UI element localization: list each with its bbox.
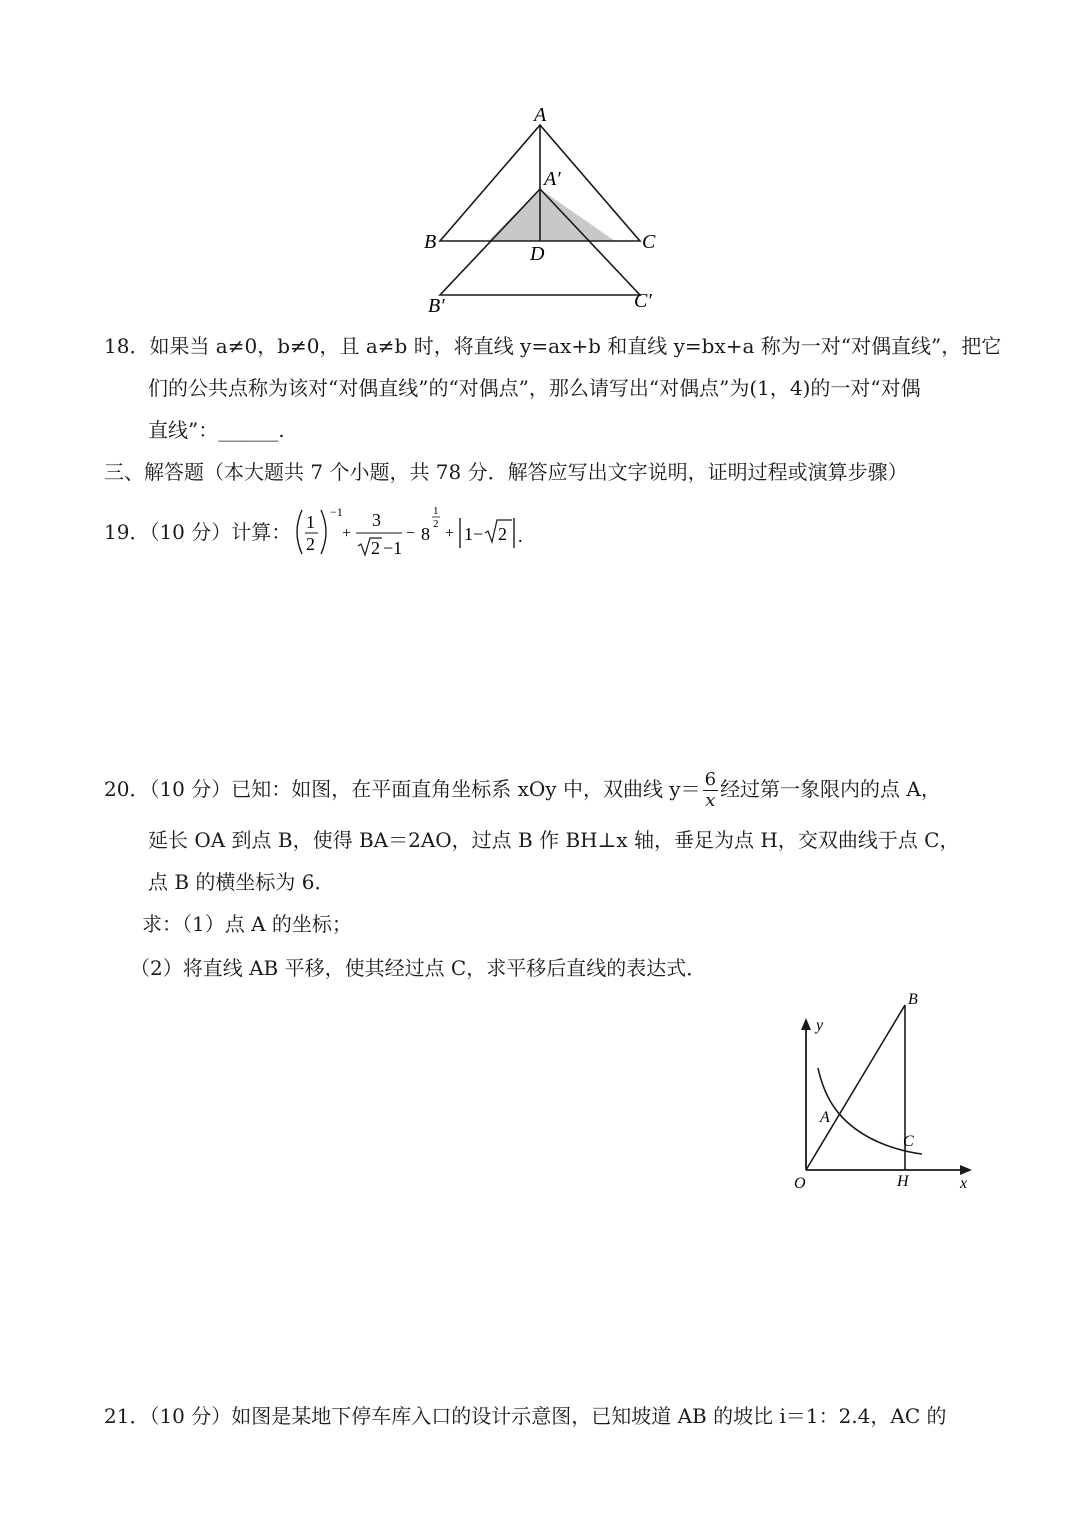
q18-text-2: 们的公共点称为该对“对偶直线”的“对偶点”，那么请写出“对偶点”为(1，4)的一对“对偶 [148, 376, 921, 400]
q19-exponent: −1 [330, 505, 343, 519]
q20-part2-text: （2）将直线 AB 平移，使其经过点 C，求平移后直线的表达式． [130, 956, 707, 980]
x-axis-arrow-icon [960, 1165, 972, 1175]
triangle-figure [400, 100, 700, 325]
q18-text-1: 如果当 a≠0，b≠0，且 a≠b 时，将直线 y=ax+b 和直线 y=bx+a 称为一对“对偶直线”，把它 [149, 334, 1002, 358]
label-c-prime: C′ [634, 290, 652, 312]
label-x: x [960, 1175, 968, 1192]
q19-plus-1: + [342, 525, 352, 542]
q19-abs-one: 1− [464, 524, 484, 544]
q19-period: . [518, 526, 523, 546]
q18-line2 [148, 374, 921, 402]
q19-base-8: 8 [421, 524, 430, 544]
q19-prefix: （10 分）计算： [149, 520, 292, 544]
label-a-prime: A′ [544, 168, 561, 190]
q19-sqrt-den: 2 [371, 538, 380, 558]
shaded-overlap [488, 189, 615, 241]
q20-text-1b: 经过第一象限内的点 A， [720, 777, 941, 801]
q20-part1 [142, 910, 352, 938]
label-b-prime: B′ [428, 295, 445, 317]
label-b: B [908, 991, 918, 1008]
label-a: A [820, 1109, 830, 1126]
label-a: A [534, 104, 547, 126]
q20-frac-den: x [705, 790, 716, 811]
q19-number: 19． [104, 520, 150, 544]
q19-minus-den: −1 [383, 538, 403, 558]
q20-frac-num: 6 [704, 769, 717, 790]
section-3-heading [104, 458, 908, 486]
label-c: C [642, 231, 656, 253]
q18-line1 [104, 332, 1001, 360]
coordinate-figure [780, 990, 990, 1195]
q19-abs-sqrt: 2 [498, 524, 507, 544]
q20-text-3: 点 B 的横坐标为 6． [148, 870, 335, 894]
q19-line [104, 518, 291, 546]
label-h: H [897, 1173, 909, 1190]
q19-exp-num: 1 [433, 505, 439, 517]
q20-line1 [104, 770, 941, 811]
q19-minus-1: − [406, 525, 416, 542]
q19-frac-num: 1 [306, 512, 315, 532]
q18-line3 [148, 416, 285, 444]
q19-plus-2: + [445, 525, 455, 542]
q20-part1-text: 求：（1）点 A 的坐标； [142, 912, 352, 936]
label-c: C [903, 1133, 914, 1150]
q19-three: 3 [372, 510, 381, 530]
q19-exp-den: 2 [433, 518, 439, 530]
q20-line2 [148, 826, 959, 854]
paren-left [297, 510, 302, 554]
q20-line3 [148, 868, 335, 896]
q20-part2 [130, 954, 706, 982]
section-3-title: 三、解答题（本大题共 7 个小题，共 78 分．解答应写出文字说明，证明过程或演算步骤） [104, 460, 908, 484]
q18-text-3: 直线”： [148, 418, 219, 442]
q21-number: 21． [104, 1404, 150, 1428]
paren-right [321, 510, 326, 554]
q19-expression [290, 502, 540, 564]
q21-text-1: （10 分）如图是某地下停车库入口的设计示意图，已知坡道 AB 的坡比 i＝1：2.4，AC 的 [149, 1404, 947, 1428]
q18-answer-blank: ______ [218, 418, 279, 442]
y-axis-arrow-icon [801, 1018, 811, 1030]
label-y: y [816, 1017, 824, 1034]
q21-line1 [104, 1402, 947, 1430]
q20-text-1a: （10 分）已知：如图，在平面直角坐标系 xOy 中，双曲线 y＝ [149, 777, 701, 801]
q20-text-2: 延长 OA 到点 B，使得 BA＝2AO，过点 B 作 BH⊥x 轴，垂足为点 H，交双曲线于点 C， [148, 828, 960, 852]
label-o: O [794, 1175, 806, 1192]
q20-fraction [703, 770, 718, 811]
q18-number: 18． [104, 334, 150, 358]
q20-number: 20． [104, 777, 150, 801]
label-b: B [424, 231, 437, 253]
q19-frac-den: 2 [306, 534, 315, 554]
q18-period: . [278, 418, 285, 442]
label-d: D [530, 243, 545, 265]
